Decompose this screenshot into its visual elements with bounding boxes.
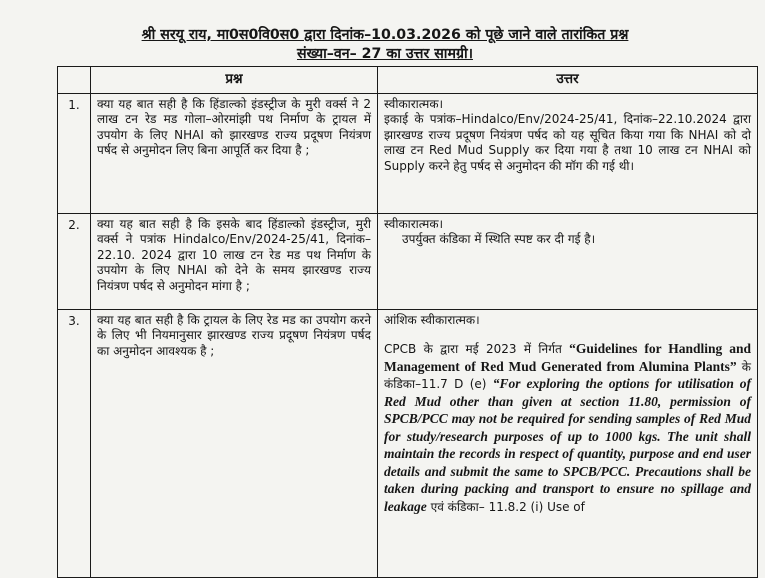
row-number: 3. <box>58 309 91 577</box>
answer-lead: स्वीकारात्मक। <box>384 96 444 111</box>
answer-tail: एवं कंडिका– 11.8.2 (i) Use of <box>426 499 585 514</box>
header-question: प्रश्न <box>91 67 378 94</box>
header-num <box>58 67 91 94</box>
guideline-quote: “For exploring the options for utilisation of Red Mud other than given at section 11.80, permission of SPCB/PCC may not be required for sending samples of Red Mud for study/research purposes of up to 1000 kgs. The unit shall maintain the records in respect of quantity, purpose and end user details and submit the same to SPCB/PCC. Precautions shall be taken during packing and transport to ensure no spillage and leakage <box>384 376 751 514</box>
answer-text <box>384 340 751 515</box>
answer-prefix: CPCB के द्वारा मई 2023 में निर्गत <box>384 342 570 356</box>
answer-cell <box>378 213 758 309</box>
row-number: 2. <box>58 213 91 309</box>
heading-line-2: संख्या–वन– 27 का उत्तर सामग्री। <box>297 46 473 62</box>
answer-text: इकाई के पत्रांक–Hindalco/Env/2024-25/41, दिनांक–22.10.2024 द्वारा झारखण्ड राज्य प्रदूषण नियंत्रण पर्षद को यह सूचित किया गया कि NHAI को दो लाख टन Red Mud Supply कर दिया गया है तथा 10 लाख टन NHAI को Supply करने हेतु पर्षद से अनुमोदन की मॉग की गई थी। <box>384 112 751 173</box>
answer-lead: आंशिक स्वीकारात्मक। <box>384 312 480 327</box>
question-text: क्या यह बात सही है कि हिंडाल्को इंडस्ट्रीज के मुरी वर्क्स ने 2 लाख टन रेड मड गोला–ओरमांझी पथ निर्माण के ट्रायल में उपयोग के लिए NHAI को झारखण्ड राज्य प्रदूषण नियंत्रण पर्षद से अनुमोदन लिए बिना आपूर्ति कर दिया है ; <box>91 93 378 213</box>
answer-text: उपर्युक्त कंडिका में स्थिति स्पष्ट कर दी गई है। <box>402 232 596 246</box>
answer-cell <box>378 93 758 213</box>
table-row <box>58 309 758 577</box>
heading-line-1: श्री सरयू राय, मा0स0वि0स0 द्वारा दिनांक–10.03.2026 को पूछे जाने वाले तारांकित प्रश्न <box>141 27 629 43</box>
guideline-title: “Guidelines for Handling and Management of Red Mud Generated from Alumina Plants” <box>384 341 751 374</box>
answer-cell <box>378 309 758 577</box>
page-heading <box>60 26 710 64</box>
table-header-row <box>58 67 758 94</box>
answer-mid: के कंडिका–11.7 D (e) <box>384 359 751 391</box>
question-text: क्या यह बात सही है कि ट्रायल के लिए रेड मड का उपयोग करने के लिए भी नियमानुसार झारखण्ड राज्य प्रदूषण नियंत्रण पर्षद का अनुमोदन आवश्यक है ; <box>91 309 378 577</box>
table-row <box>58 93 758 213</box>
row-number: 1. <box>58 93 91 213</box>
table-row <box>58 213 758 309</box>
question-answer-table <box>57 66 758 578</box>
header-answer: उत्तर <box>378 67 758 94</box>
answer-lead: स्वीकारात्मक। <box>384 216 444 231</box>
question-text: क्या यह बात सही है कि इसके बाद हिंडाल्को इंडस्ट्रीज, मुरी वर्क्स ने पत्रांक Hindalco/Env/2024-25/41, दिनांक–22.10. 2024 द्वारा 10 लाख टन रेड मड पथ निर्माण के उपयोग के लिए NHAI को देने के समय झारखण्ड राज्य नियंत्रण पर्षद से अनुमोदन मांगा है ; <box>91 213 378 309</box>
